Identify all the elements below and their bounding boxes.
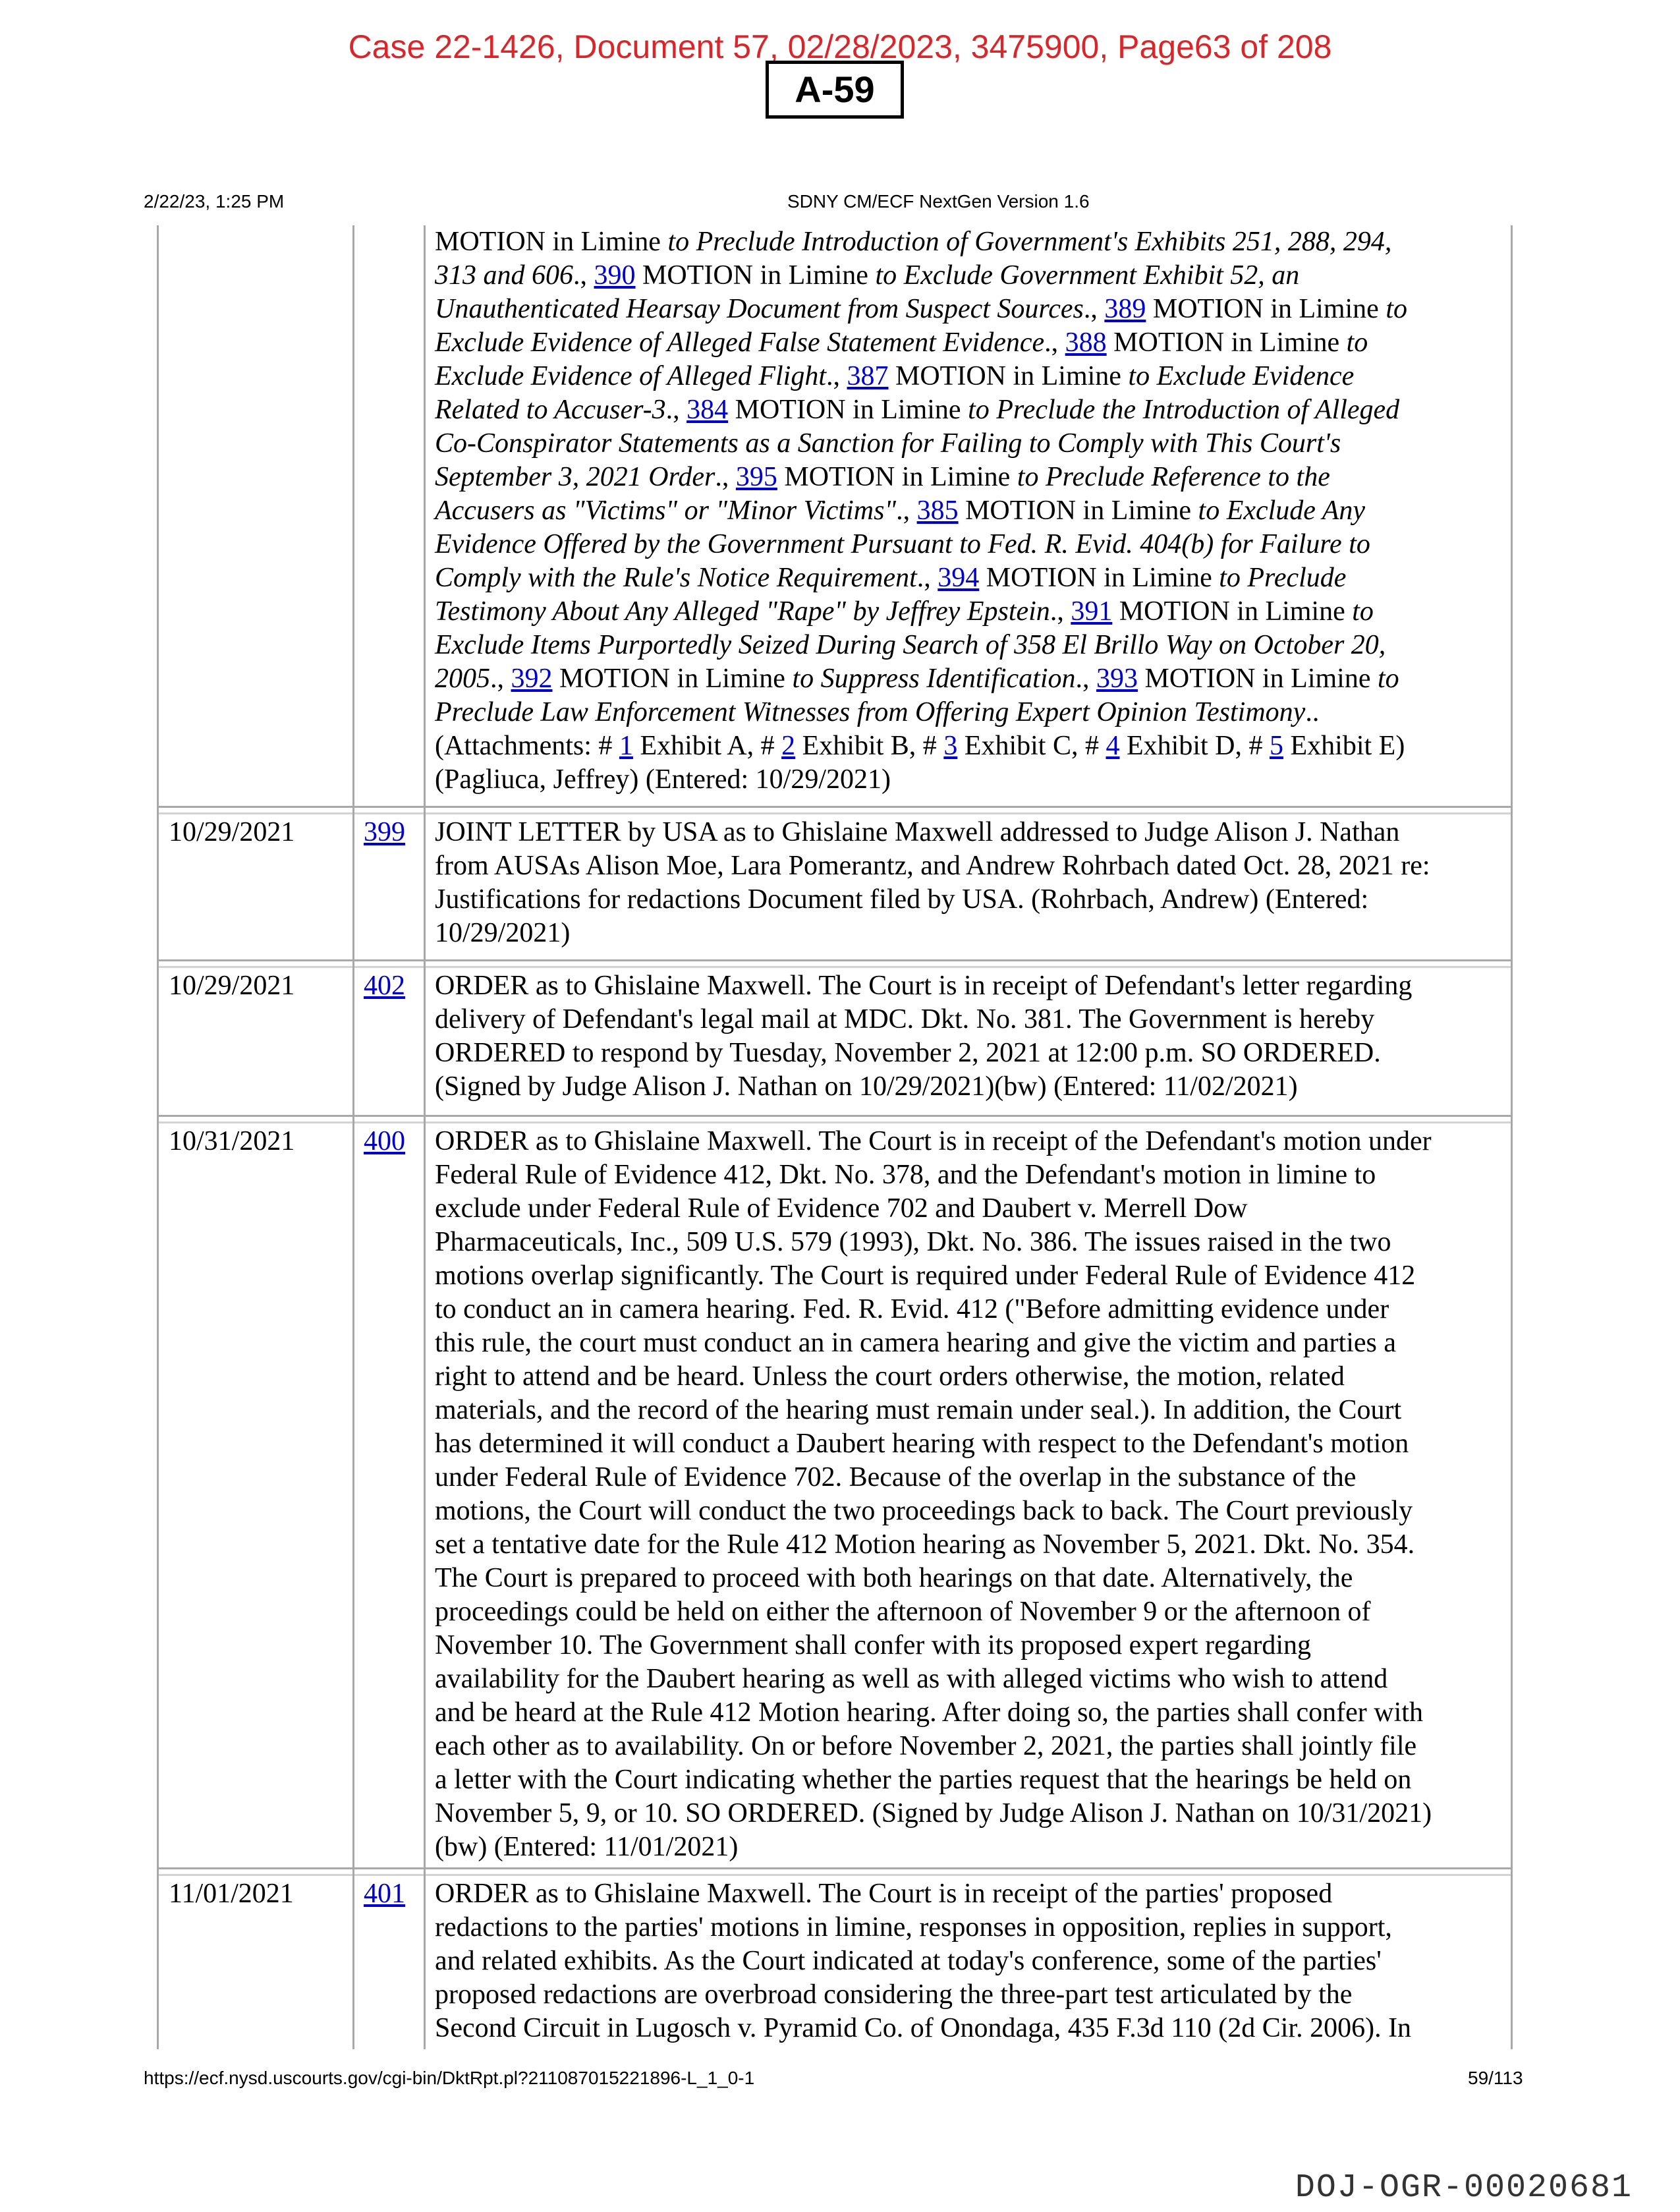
print-url: https://ecf.nysd.uscourts.gov/cgi-bin/DktRpt.pl?211087015221896-L_1_0-1 (144, 2068, 755, 2088)
docket-number-link[interactable]: 400 (364, 1126, 405, 1156)
exhibit-label: A-59 (766, 61, 904, 119)
document-link[interactable]: 3 (943, 731, 958, 761)
document-link[interactable]: 388 (1065, 327, 1107, 358)
document-link[interactable]: 384 (686, 395, 729, 425)
docket-date: 10/29/2021 (169, 971, 295, 1001)
docket-date: 10/29/2021 (169, 817, 295, 847)
document-link[interactable]: 5 (1270, 731, 1283, 761)
docket-entry-text: MOTION in Limine to Preclude Introduction of Government's Exhibits 251, 288, 294, 313 and 606., 390 MOTION in Limine to Exclude Government Exhibit 52, an Unauthenticated Hearsay Document from Suspect Sources., 389 MOTION in Limine to Exclude Evidence of Alleged False Statement Evidence., 388 MOTION in Limine to Exclude Evidence of Alleged Flight., 387 MOTION in Limine to Exclude Evidence Related to Accuser-3., 384 MOTION in Limine to Preclude the Introduction of Alleged Co-Conspirator Statements as a Sanction for Failing to Comply with This Court's September 3, 2021 Order., 395 MOTION in Limine to Preclude Reference to the Accusers as "Victims" or "Minor Victims"., 385 MOTION in Limine to Exclude Any Evidence Offered by the Government Pursuant to Fed. R. Evid. 404(b) for Failure to Comply with the Rule's Notice Requirement., 394 MOTION in Limine to Preclude Testimony About Any Alleged "Rape" by Jeffrey Epstein., 391 MOTION in Limine to Exclude Items Purportedly Seized During Search of 358 El Brillo Way on October 20, 2005., 392 MOTION in Limine to Suppress Identification., 393 MOTION in Limine to Preclude Law Enforcement Witnesses from Offering Expert Opinion Testimony.. (Attachments: # 1 Exhibit A, # 2 Exhibit B, # 3 Exhibit C, # 4 Exhibit D, # 5 Exhibit E) (Pagliuca, Jeffrey) (Entered: 10/29/2021) (435, 227, 1407, 795)
document-link[interactable]: 4 (1106, 731, 1120, 761)
doc-id-stamp: DOJ-OGR-00020681 (1295, 2169, 1633, 2207)
document-link[interactable]: 394 (938, 563, 980, 593)
document-link[interactable]: 390 (594, 260, 636, 291)
docket-entry-text: ORDER as to Ghislaine Maxwell. The Court is in receipt of the Defendant's motion under Federal Rule of Evidence 412, Dkt. No. 378, and the Defendant's motion in limine to exclude under Federal Rule of Evidence 702 and Daubert v. Merrell Dow Pharmaceuticals, Inc., 509 U.S. 579 (1993), Dkt. No. 386. The issues raised in the two motions overlap significantly. The Court is required under Federal Rule of Evidence 412 to conduct an in camera hearing. Fed. R. Evid. 412 ("Before admitting evidence under this rule, the court must conduct an in camera hearing and give the victim and parties a right to attend and be heard. Unless the court orders otherwise, the motion, related materials, and the record of the hearing must remain under seal.). In addition, the Court has determined it will conduct a Daubert hearing with respect to the Defendant's motion under Federal Rule of Evidence 702. Because of the overlap in the substance of the motions, the Court will conduct the two proceedings back to back. The Court previously set a tentative date for the Rule 412 Motion hearing as November 5, 2021. Dkt. No. 354. The Court is prepared to proceed with both hearings on that date. Alternatively, the proceedings could be held on either the afternoon of November 9 or the afternoon of November 10. The Government shall confer with its proposed expert regarding availability for the Daubert hearing as well as with alleged victims who wish to attend and be heard at the Rule 412 Motion hearing. After doing so, the parties shall confer with each other as to availability. On or before November 2, 2021, the parties shall jointly file a letter with the Court indicating whether the parties request that the hearings be held on November 5, 9, or 10. SO ORDERED. (Signed by Judge Alison J. Nathan on 10/31/2021) (bw) (Entered: 11/01/2021) (435, 1126, 1432, 1862)
document-link[interactable]: 393 (1096, 664, 1138, 694)
document-link[interactable]: 395 (735, 462, 777, 492)
document-link[interactable]: 389 (1104, 294, 1146, 324)
document-link[interactable]: 391 (1071, 596, 1113, 627)
document-link[interactable]: 387 (847, 361, 889, 391)
print-datetime: 2/22/23, 1:25 PM (144, 191, 285, 212)
docket-date: 11/01/2021 (169, 1879, 294, 1909)
docket-entry-text: JOINT LETTER by USA as to Ghislaine Maxwell addressed to Judge Alison J. Nathan from AUSAs Alison Moe, Lara Pomerantz, and Andrew Rohrbach dated Oct. 28, 2021 re: Justifications for redactions Document filed by USA. (Rohrbach, Andrew) (Entered: 10/29/2021) (435, 817, 1430, 948)
document-link[interactable]: 392 (511, 664, 553, 694)
docket-number-link[interactable]: 402 (364, 971, 405, 1001)
docket-entry-text: ORDER as to Ghislaine Maxwell. The Court is in receipt of the parties' proposed redactions to the parties' motions in limine, responses in opposition, replies in support, and related exhibits. As the Court indicated at today's conference, some of the parties' proposed redactions are overbroad considering the three-part test articulated by the Second Circuit in Lugosch v. Pyramid Co. of Onondaga, 435 F.3d 110 (2d Cir. 2006). In (435, 1879, 1412, 2043)
docket-number-link[interactable]: 401 (364, 1879, 405, 1909)
print-title: SDNY CM/ECF NextGen Version 1.6 (787, 191, 1090, 212)
print-page-number: 59/113 (1468, 2068, 1523, 2088)
document-link[interactable]: 1 (619, 731, 633, 761)
docket-date: 10/31/2021 (169, 1126, 295, 1156)
document-link[interactable]: 2 (781, 731, 796, 761)
case-stamp: Case 22-1426, Document 57, 02/28/2023, 3475900, Page63 of 208 (348, 28, 1332, 65)
docket-number-link[interactable]: 399 (364, 817, 405, 847)
document-link[interactable]: 385 (916, 496, 959, 526)
docket-entry-text: ORDER as to Ghislaine Maxwell. The Court is in receipt of Defendant's letter regarding delivery of Defendant's legal mail at MDC. Dkt. No. 381. The Government is hereby ORDERED to respond by Tuesday, November 2, 2021 at 12:00 p.m. SO ORDERED. (Signed by Judge Alison J. Nathan on 10/29/2021)(bw) (Entered: 11/02/2021) (435, 971, 1413, 1102)
